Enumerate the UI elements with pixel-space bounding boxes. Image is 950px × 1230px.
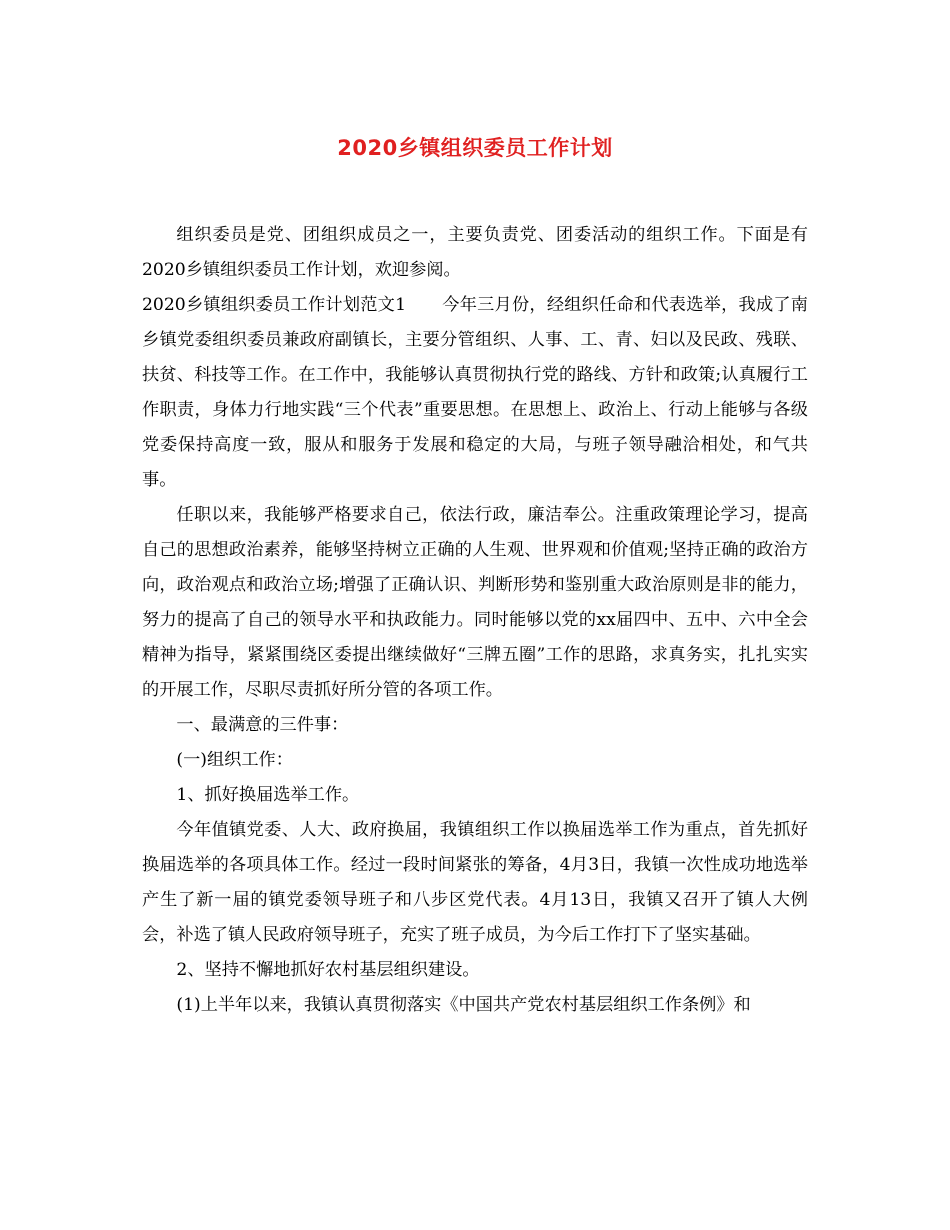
section-heading-1: 一、最满意的三件事：: [176, 715, 349, 735]
item-heading-2: 2、坚持不懈地抓好农村基层组织建设。: [176, 960, 480, 980]
paragraph-election: 今年值镇党委、人大、政府换届，我镇组织工作以换届选举工作为重点，首先抓好换届选举的各项具体工作。经过一段时间紧张的筹备，4月3日，我镇一次性成功地选举产生了新一届的镇党委领导班子和八步区党代表。4月13日，我镇又召开了镇人大例会，补选了镇人民政府领导班子，充实了班子成员，为今后工作打下了坚实基础。: [142, 820, 808, 945]
sample-heading: 2020乡镇组织委员工作计划范文1: [142, 295, 407, 315]
subsection-heading-1: (一)组织工作：: [176, 750, 293, 770]
document-title: 2020乡镇组织委员工作计划: [337, 136, 613, 160]
item-heading-1: 1、抓好换届选举工作。: [176, 785, 360, 805]
paragraph-sample-1: [142, 288, 808, 498]
paragraph-intro: 组织委员是党、团组织成员之一，主要负责党、团委活动的组织工作。下面是有2020乡镇组织委员工作计划，欢迎参阅。: [142, 225, 808, 280]
paragraph-conduct: 任职以来，我能够严格要求自己，依法行政，廉洁奉公。注重政策理论学习，提高自己的思想政治素养，能够坚持树立正确的人生观、世界观和价值观;坚持正确的政治方向，政治观点和政治立场;增强了正确认识、判断形势和鉴别重大政治原则是非的能力，努力的提高了自己的领导水平和执政能力。同时能够以党的xx届四中、五中、六中全会精神为指导，紧紧围绕区委提出继续做好“三牌五圈”工作的思路，求真务实，扎扎实实的开展工作，尽职尽责抓好所分管的各项工作。: [142, 505, 808, 700]
document-body: [142, 218, 808, 1023]
paragraph-appointment: 今年三月份，经组织任命和代表选举，我成了南乡镇党委组织委员兼政府副镇长，主要分管组织、人事、工、青、妇以及民政、残联、扶贫、科技等工作。在工作中，我能够认真贯彻执行党的路线、方针和政策;认真履行工作职责，身体力行地实践“三个代表”重要思想。在思想上、政治上、行动上能够与各级党委保持高度一致，服从和服务于发展和稳定的大局，与班子领导融洽相处，和气共事。: [142, 295, 808, 490]
paragraph-grassroots: (1)上半年以来，我镇认真贯彻落实《中国共产党农村基层组织工作条例》和: [176, 995, 751, 1015]
